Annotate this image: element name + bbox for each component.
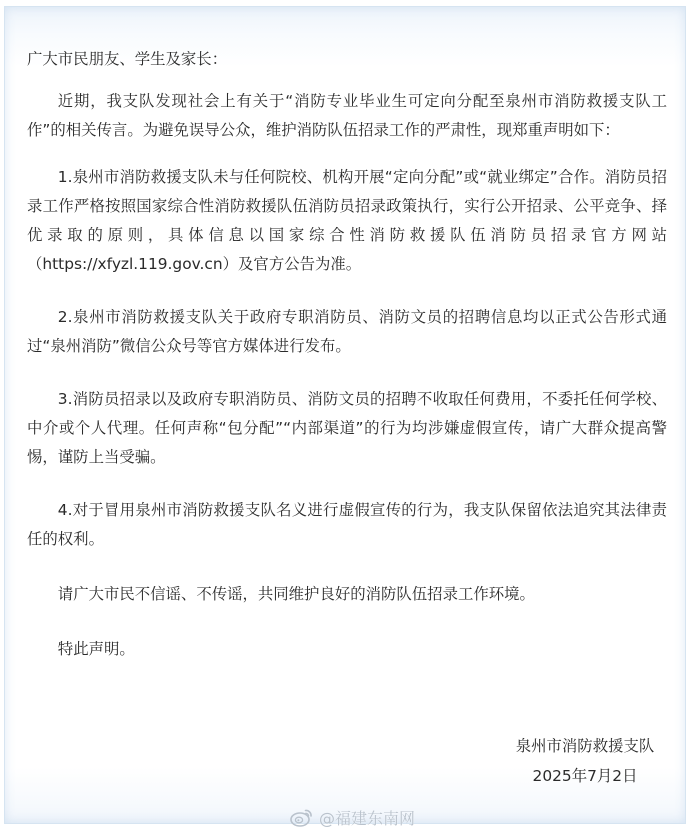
notice-body [27, 45, 667, 682]
signature-date: 2025年7月2日 [532, 767, 638, 785]
watermark [290, 805, 415, 829]
notice-salutation: 广大市民朋友、学生及家长： [27, 50, 228, 68]
weibo-icon [290, 807, 314, 827]
notice-frame [4, 6, 686, 824]
notice-paragraph-4: 4.对于冒用泉州市消防救援支队名义进行虚假宣传的行为，我支队保留依法追究其法律责任的权利。 [27, 501, 667, 548]
notice-signature [500, 731, 670, 791]
notice-paragraph-intro: 近期，我支队发现社会上有关于“消防专业毕业生可定向分配至泉州市消防救援支队工作”的相关传言。为避免误导公众，维护消防队伍招录工作的严肃性，现郑重声明如下： [27, 92, 667, 139]
watermark-text: @福建东南网 [319, 808, 416, 828]
notice-paragraph-appeal: 请广大市民不信谣、不传谣，共同维护良好的消防队伍招录工作环境。 [57, 585, 535, 603]
notice-paragraph-2: 2.泉州市消防救援支队关于政府专职消防员、消防文员的招聘信息均以正式公告形式通过“泉州消防”微信公众号等官方媒体进行发布。 [27, 308, 667, 355]
notice-paragraph-3: 3.消防员招录以及政府专职消防员、消防文员的招聘不收取任何费用，不委托任何学校、中介或个人代理。任何声称“包分配”“内部渠道”的行为均涉嫌虚假宣传，请广大群众提高警惕，谨防上当受骗。 [27, 390, 667, 466]
notice-paragraph-closing: 特此声明。 [57, 640, 135, 658]
notice-paragraph-1: 1.泉州市消防救援支队未与任何院校、机构开展“定向分配”或“就业绑定”合作。消防员招录工作严格按照国家综合性消防救援队伍消防员招录政策执行，实行公开招录、公平竞争、择优录取的原则，具体信息以国家综合性消防救援队伍消防员招录官方网站（https://xfyzl.119.gov.cn）及官方公告为准。 [27, 168, 667, 273]
signature-org: 泉州市消防救援支队 [515, 737, 655, 755]
